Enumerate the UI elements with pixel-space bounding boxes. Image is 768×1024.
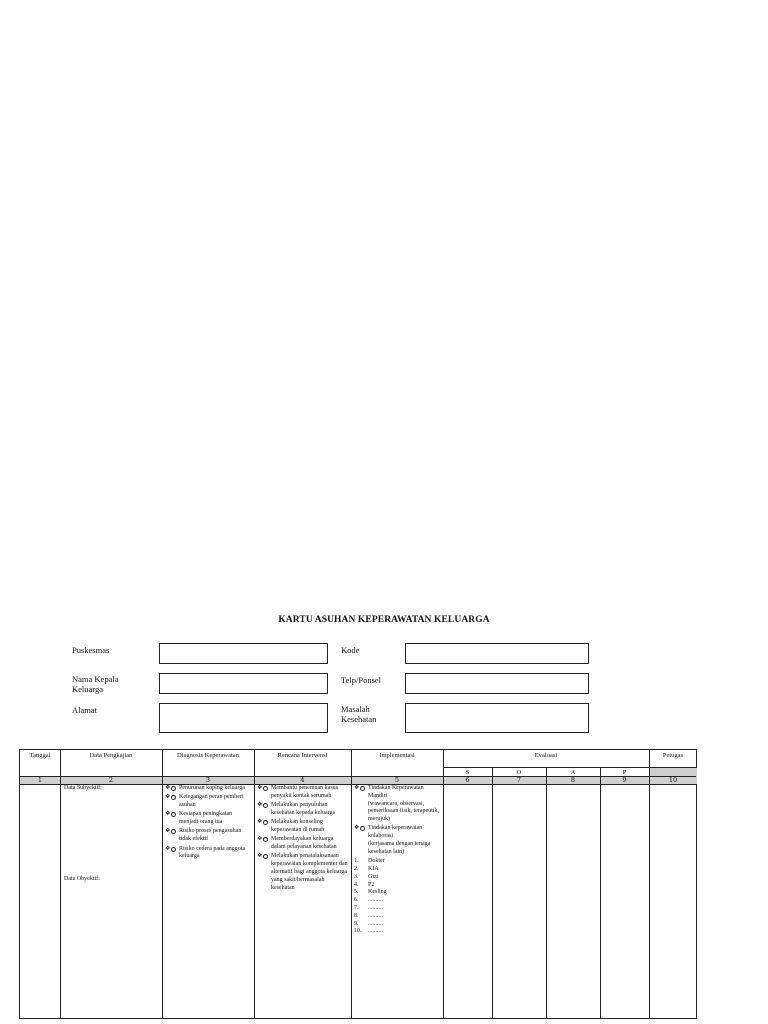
label-kode: Kode xyxy=(341,645,360,655)
kolaborasi-list-item xyxy=(354,921,442,929)
col-divider-2 xyxy=(162,750,163,1018)
implementasi-cell xyxy=(354,785,442,936)
label-nama-kepala-line1: Nama Kepala xyxy=(72,674,119,684)
col-divider-4 xyxy=(351,750,352,1018)
kolaborasi-list-item xyxy=(354,897,442,905)
col-divider-9 xyxy=(649,750,650,1018)
list-number: 10. xyxy=(354,928,362,935)
rencana-option[interactable] xyxy=(257,836,348,852)
rencana-option[interactable] xyxy=(257,785,348,801)
radio-circle-icon xyxy=(263,837,268,842)
diagnosis-cell xyxy=(165,785,251,863)
diagnosis-option[interactable] xyxy=(165,828,251,844)
col-number-10: 10 xyxy=(668,776,678,784)
puskesmas-field[interactable] xyxy=(159,643,328,664)
implementasi-kolaborasi-text: Tindakan keperawatan kolaborasi xyxy=(368,825,423,840)
radio-circle-icon xyxy=(263,786,268,791)
diagnosis-text: Penurunan koping keluarga xyxy=(179,785,245,791)
implementasi-kolaborasi-option[interactable] xyxy=(354,825,442,856)
kolaborasi-list xyxy=(354,858,442,936)
diamond-bullet-icon: ❖ xyxy=(354,825,360,832)
rencana-cell xyxy=(257,785,348,894)
radio-circle-icon xyxy=(360,786,365,791)
kolaborasi-list-item xyxy=(354,889,442,897)
header-a: A xyxy=(570,769,576,776)
kolaborasi-list-item xyxy=(354,913,442,921)
col-divider-1 xyxy=(60,750,61,1018)
list-text: .......... xyxy=(368,928,383,935)
data-subyektif-label: Data Subyektif: xyxy=(64,785,102,791)
header-rencana: Rencana Intervensi xyxy=(277,752,328,759)
label-nama-kepala-keluarga xyxy=(72,674,119,694)
page-title: KARTU ASUHAN KEPERAWATAN KELUARGA xyxy=(278,615,490,625)
radio-circle-icon xyxy=(171,812,176,817)
label-masalah-kesehatan xyxy=(341,704,376,724)
label-puskesmas: Puskesmas xyxy=(72,645,110,655)
label-alamat: Alamat xyxy=(72,705,98,715)
list-number: 2. xyxy=(354,865,359,872)
rencana-option[interactable] xyxy=(257,853,348,892)
rencana-option[interactable] xyxy=(257,819,348,835)
alamat-field[interactable] xyxy=(159,703,328,733)
list-number: 3. xyxy=(354,873,359,880)
diamond-bullet-icon: ❖ xyxy=(257,802,263,809)
kolaborasi-list-item xyxy=(354,874,442,882)
list-number: 6. xyxy=(354,897,359,904)
header-diagnosis: Diagnosis Keperawatan xyxy=(177,752,239,759)
radio-circle-icon xyxy=(171,786,176,791)
diagnosis-text: Kesiapan peningkatan menjadi orang tua xyxy=(179,811,233,826)
list-text: P2 xyxy=(368,881,375,888)
radio-circle-icon xyxy=(263,854,268,859)
col-divider-5 xyxy=(443,750,444,1018)
implementasi-mandiri-option[interactable] xyxy=(354,785,442,824)
col-number-3: 3 xyxy=(205,776,211,784)
list-number: 1. xyxy=(354,858,359,865)
radio-circle-icon xyxy=(171,795,176,800)
list-text: Gizi xyxy=(368,873,379,880)
col-number-8: 8 xyxy=(570,776,576,784)
implementasi-mandiri-text: Tindakan Keperawatan Mandiri xyxy=(368,785,424,799)
rencana-text: Melakukan konseling keperawatan di rumah xyxy=(271,819,325,833)
list-number: 4. xyxy=(354,881,359,888)
diagnosis-option[interactable] xyxy=(165,811,251,827)
rencana-text: Membantu penemuan kasus penyakit kontak serumah xyxy=(271,785,338,799)
diamond-bullet-icon: ❖ xyxy=(257,819,263,826)
col-number-7: 7 xyxy=(516,776,522,784)
col-divider-7 xyxy=(546,767,547,1018)
col-divider-6 xyxy=(492,767,493,1018)
col-number-6: 6 xyxy=(465,776,470,784)
diamond-bullet-icon: ❖ xyxy=(165,828,171,835)
list-text: KIA xyxy=(368,865,379,872)
col-number-9: 9 xyxy=(622,776,627,784)
kolaborasi-list-item xyxy=(354,858,442,866)
kolaborasi-list-item xyxy=(354,905,442,913)
radio-circle-icon xyxy=(171,829,176,834)
data-obyektif-label: Data Obyektif: xyxy=(64,876,100,882)
list-text: .......... xyxy=(368,897,383,904)
label-masalah-line2: Kesehatan xyxy=(341,714,377,724)
kolaborasi-list-item xyxy=(354,928,442,936)
radio-circle-icon xyxy=(171,847,176,852)
col-number-2: 2 xyxy=(108,776,114,784)
diamond-bullet-icon: ❖ xyxy=(257,853,263,860)
header-o: O xyxy=(516,769,522,776)
list-text: .......... xyxy=(368,904,383,911)
diamond-bullet-icon: ❖ xyxy=(257,836,263,843)
label-masalah-line1: Masalah xyxy=(341,704,370,714)
telp-field[interactable] xyxy=(405,673,589,694)
list-text: Dokter xyxy=(368,858,385,865)
diagnosis-text: Ketegangan peran pemberi asuhan xyxy=(179,794,244,809)
diagnosis-text: Risiko proses pengasuhan tidak efektif xyxy=(179,828,242,843)
list-number: 5. xyxy=(354,889,359,896)
asuhan-table xyxy=(19,749,697,1019)
diamond-bullet-icon: ❖ xyxy=(257,785,263,791)
radio-circle-icon xyxy=(263,803,268,808)
rencana-text: Melakukan penatalaksanaan keperawatan komplementer dan alternatif bagi anggota keluarga yang sakit/bermasalah kesehatan xyxy=(271,853,348,891)
kolaborasi-list-item xyxy=(354,882,442,890)
header-petugas: Petugas xyxy=(662,752,684,759)
header-evaluasi: Evaluasi xyxy=(534,752,558,759)
list-text: .......... xyxy=(368,920,383,927)
diamond-bullet-icon: ❖ xyxy=(165,845,171,852)
col-number-1: 1 xyxy=(37,776,43,784)
kode-field[interactable] xyxy=(405,643,589,664)
col-divider-3 xyxy=(254,750,255,1018)
col-number-5: 5 xyxy=(394,776,400,784)
kolaborasi-list-item xyxy=(354,866,442,874)
header-s: S xyxy=(465,769,470,776)
evaluasi-subheader-line xyxy=(443,767,696,768)
diagnosis-option[interactable] xyxy=(165,785,251,793)
radio-circle-icon xyxy=(263,820,268,825)
list-text: Kesling xyxy=(368,889,387,896)
header-tanggal: Tanggal xyxy=(29,752,51,759)
list-number: 8. xyxy=(354,912,359,919)
col-number-4: 4 xyxy=(300,776,305,784)
header-p: P xyxy=(622,769,627,776)
rencana-option[interactable] xyxy=(257,802,348,818)
petugas-shade xyxy=(649,768,697,776)
list-text: .......... xyxy=(368,912,383,919)
diagnosis-option[interactable] xyxy=(165,846,251,862)
header-pengkajian: Data Pengkajian xyxy=(89,752,133,759)
diagnosis-option[interactable] xyxy=(165,794,251,810)
diamond-bullet-icon: ❖ xyxy=(165,811,171,818)
list-number: 9. xyxy=(354,920,359,927)
label-nama-kepala-line2: Keluarga xyxy=(72,684,103,694)
masalah-kesehatan-field[interactable] xyxy=(405,703,589,733)
diamond-bullet-icon: ❖ xyxy=(354,785,360,791)
nama-kepala-keluarga-field[interactable] xyxy=(159,673,328,694)
implementasi-mandiri-detail: (wawancara, observasi, pemeriksaan fisik, terapeutik, merujuk) xyxy=(368,800,439,823)
diamond-bullet-icon: ❖ xyxy=(165,785,171,791)
radio-circle-icon xyxy=(360,826,365,831)
diagnosis-text: Risiko cedera pada anggota keluarga xyxy=(179,845,246,860)
rencana-text: Melakukan penyuluhan kesehatan kepada keluarga xyxy=(271,802,336,816)
rencana-text: Memberdayakan keluarga dalam pelayanan kesehatan xyxy=(271,836,337,851)
label-telp: Telp/Ponsel xyxy=(341,675,382,685)
implementasi-kolaborasi-detail: (kerjasama dengan tenaga kesehatan lain) xyxy=(368,841,431,855)
diamond-bullet-icon: ❖ xyxy=(165,794,171,801)
col-divider-8 xyxy=(600,767,601,1018)
list-number: 7. xyxy=(354,904,359,911)
header-implementasi: Implementasi xyxy=(379,752,415,759)
